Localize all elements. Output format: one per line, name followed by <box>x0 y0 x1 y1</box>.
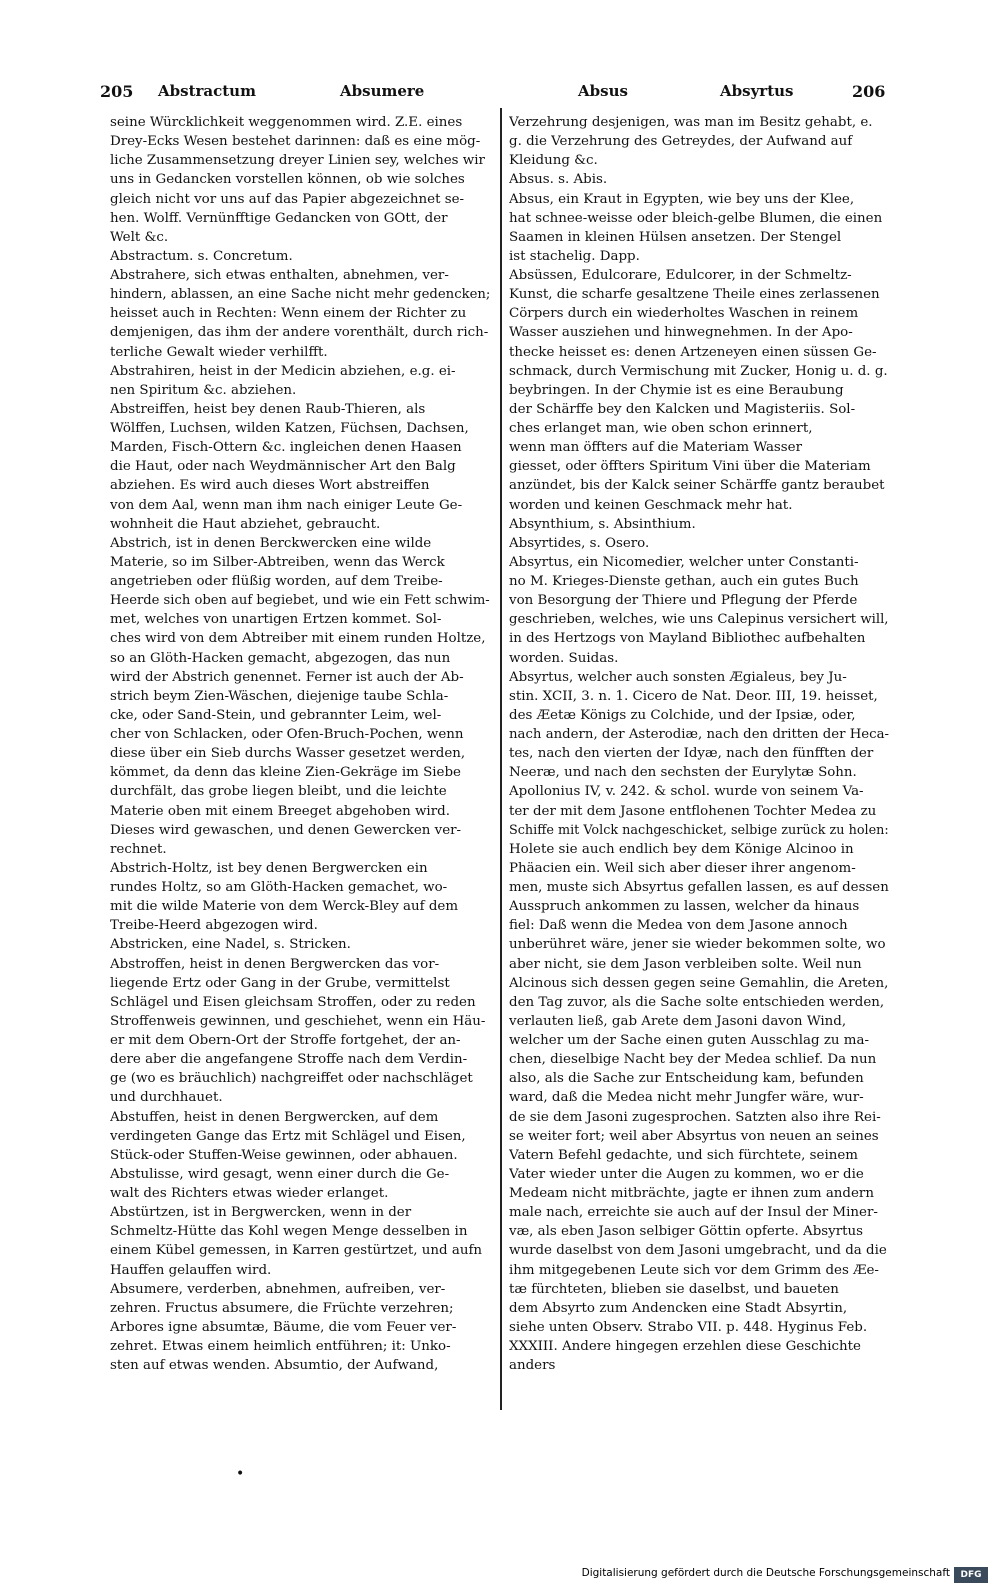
text-line: Vater wieder unter die Augen zu kommen, wo er die <box>509 1166 864 1182</box>
text-line: wird der Abstrich genennet. Ferner ist auch der Ab- <box>110 669 464 685</box>
text-line: væ, als eben Jason selbiger Göttin opferte. Absyrtus <box>509 1224 863 1240</box>
text-line: Abstreiffen, heist bey denen Raub-Thieren, als <box>110 401 426 417</box>
funding-note: Digitalisierung gefördert durch die Deutsche Forschungsgemeinschaft <box>581 1567 950 1579</box>
center-keyword-left: Absumere <box>340 82 425 100</box>
text-line: angetrieben oder flüßig worden, auf dem Treibe- <box>110 574 443 589</box>
text-line: Cörpers durch ein wiederholtes Waschen in reinem <box>509 306 859 322</box>
right-text-column <box>509 113 889 1375</box>
text-line: welcher um der Sache einen guten Ausschlag zu ma- <box>509 1033 869 1048</box>
text-line: Stroffenweis gewinnen, und geschiehet, wenn ein Häu- <box>110 1013 486 1029</box>
text-line: der Schärffe bey den Kalcken und Magisteriis. Sol- <box>509 401 856 417</box>
left-keyword: Abstractum <box>158 82 256 100</box>
text-line: ches wird von dem Abtreiber mit einem runden Holtze, <box>110 631 486 647</box>
text-line: beybringen. In der Chymie ist es eine Beraubung <box>509 382 844 398</box>
text-line: Marden, Fisch-Ottern &c. ingleichen denen Haasen <box>110 440 462 456</box>
text-line: seine Würcklichkeit weggenommen wird. Z.E. eines <box>110 115 463 130</box>
left-page-number: 205 <box>100 82 134 101</box>
text-line: Drey-Ecks Wesen bestehet darinnen: daß es eine mög- <box>110 134 481 150</box>
text-line: Abstricken, eine Nadel, s. Stricken. <box>110 937 351 953</box>
text-line: uns in Gedancken vorstellen können, ob wie solches <box>110 172 465 188</box>
text-line: worden. Suidas. <box>509 650 619 666</box>
text-line: Apollonius IV, v. 242. & schol. wurde von seinem Va- <box>509 784 864 800</box>
right-keyword: Absyrtus <box>720 82 794 100</box>
text-line: Abstulisse, wird gesagt, wenn einer durch die Ge- <box>110 1166 450 1182</box>
text-line: men, muste sich Absyrtus gefallen lassen, es auf dessen <box>509 880 889 895</box>
text-line: Hauffen gelauffen wird. <box>110 1262 272 1278</box>
text-line: Materie oben mit einem Breeget abgehoben wird. <box>110 803 450 819</box>
text-line: de sie dem Jasoni zugesprochen. Satzten also ihre Rei- <box>509 1109 881 1125</box>
text-line: Vatern Befehl gedachte, und sich fürchtete, seinem <box>509 1147 858 1163</box>
text-line: anzündet, bis der Kalck seiner Schärffe gantz beraubet <box>509 478 885 494</box>
text-line: ches erlanget man, wie oben schon erinnert, <box>509 421 813 436</box>
text-line: Welt &c. <box>110 229 169 245</box>
text-line: cke, oder Sand-Stein, und gebrannter Leim, wel- <box>110 707 442 723</box>
text-line: met, welches von unartigen Ertzen kommet. Sol- <box>110 612 442 628</box>
text-line: rechnet. <box>110 841 167 857</box>
running-header <box>100 82 900 104</box>
text-line: demjenigen, das ihm der andere vorenthält, durch rich- <box>110 325 489 341</box>
text-line: liegende Ertz oder Gang in der Grube, vermittelst <box>110 975 450 991</box>
text-line: Abstrahere, sich etwas enthalten, abnehmen, ver- <box>110 268 449 283</box>
text-line: Phäacien ein. Weil sich aber dieser ihrer angenom- <box>509 860 856 876</box>
text-line: abziehen. Es wird auch dieses Wort abstreiffen <box>110 478 430 494</box>
text-line: hat schnee-weisse oder bleich-gelbe Blumen, die einen <box>509 210 883 226</box>
text-line: Absyrtus, welcher auch sonsten Ægialeus, bey Ju- <box>509 669 847 685</box>
text-line: Absumere, verderben, abnehmen, aufreiben, ver- <box>110 1281 446 1297</box>
text-line: von Besorgung der Thiere und Pflegung der Pferde <box>509 593 858 609</box>
text-line: also, als die Sache zur Entscheidung kam, befunden <box>509 1071 864 1087</box>
text-line: Wasser ausziehen und hinwegnehmen. In der Apo- <box>509 325 853 341</box>
text-line: Arbores igne absumtæ, Bäume, die vom Feuer ver- <box>110 1319 457 1335</box>
text-line: wohnheit die Haut abziehet, gebraucht. <box>110 516 381 532</box>
text-line: worden und keinen Geschmack mehr hat. <box>509 497 793 513</box>
column-divider <box>500 108 502 1410</box>
text-line: von dem Aal, wenn man ihm nach einiger Leute Ge- <box>110 497 463 513</box>
text-line: liche Zusammensetzung dreyer Linien sey, welches wir <box>110 153 485 169</box>
text-line: unberühret wäre, jener sie wieder bekommen solte, wo <box>509 937 886 953</box>
text-line: ihm mitgegebenen Leute sich vor dem Grimm des Æe- <box>509 1262 879 1278</box>
text-line: thecke heisset es: denen Artzeneyen einen süssen Ge- <box>509 344 877 360</box>
text-line: und durchhauet. <box>110 1090 223 1106</box>
text-line: Medeam nicht mitbrächte, jagte er ihnen zum andern <box>509 1186 874 1201</box>
text-line: Abstroffen, heist in denen Bergwercken das vor- <box>110 956 440 972</box>
text-line: kömmet, da denn das kleine Zien-Gekräge im Siebe <box>110 765 461 781</box>
text-line: tes, nach den vierten der Idyæ, nach den fünfften der <box>509 746 874 762</box>
text-line: nen Spiritum &c. abziehen. <box>110 382 297 398</box>
text-line: des Æetæ Königs zu Colchide, und der Ipsiæ, oder, <box>509 707 856 723</box>
text-line: Absyrtides, s. Osero. <box>509 535 650 551</box>
text-line: tæ fürchteten, blieben sie daselbst, und baueten <box>509 1281 839 1297</box>
text-line: strich beym Zien-Wäschen, diejenige taube Schla- <box>110 688 449 704</box>
text-line: Abstrich-Holtz, ist bey denen Bergwercken ein <box>110 860 428 876</box>
text-line: dere aber die angefangene Stroffe nach dem Verdin- <box>110 1052 468 1068</box>
text-line: er mit dem Obern-Ort der Stroffe fortgehet, der an- <box>110 1033 461 1048</box>
text-line: Schiffe mit Volck nachgeschicket, selbige zurück zu holen: <box>509 822 889 838</box>
text-line: geschrieben, welches, wie uns Calepinus versichert will, <box>509 612 889 628</box>
text-line: chen, dieselbige Nacht bey der Medea schlief. Da nun <box>509 1052 877 1068</box>
text-line: Abstractum. s. Concretum. <box>110 248 293 264</box>
text-line: heisset auch in Rechten: Wenn einem der Richter zu <box>110 306 467 322</box>
text-line: ge (wo es bräuchlich) nachgreiffet oder nachschläget <box>110 1071 473 1087</box>
text-line: in des Hertzogs von Mayland Bibliothec aufbehalten <box>509 631 866 647</box>
text-line: so an Glöth-Hacken gemacht, abgezogen, das nun <box>110 650 451 666</box>
text-line: walt des Richters etwas wieder erlanget. <box>110 1186 389 1201</box>
text-line: terliche Gewalt wieder verhilfft. <box>110 344 328 360</box>
text-line: dem Absyrto zum Andencken eine Stadt Absyrtin, <box>509 1300 848 1316</box>
text-line: Verzehrung desjenigen, was man im Besitz gehabt, e. <box>509 115 873 130</box>
text-line: anders <box>509 1358 556 1374</box>
text-line: Abstrahiren, heist in der Medicin abziehen, e.g. ei- <box>110 363 456 379</box>
text-line: Alcinous sich dessen gegen seine Gemahlin, die Areten, <box>509 975 889 991</box>
text-line: aber nicht, sie dem Jason verbleiben solte. Weil nun <box>509 956 862 972</box>
text-line: Materie, so im Silber-Abtreiben, wenn das Werck <box>110 554 445 570</box>
text-line: Holete sie auch endlich bey dem Könige Alcinoo in <box>509 841 854 857</box>
text-line: XXXIII. Andere hingegen erzehlen diese Geschichte <box>509 1339 861 1354</box>
text-line: Stück-oder Stuffen-Weise gewinnen, oder abhauen. <box>110 1147 458 1163</box>
text-line: ter der mit dem Jasone entflohenen Tochter Medea zu <box>509 803 877 819</box>
text-line: ward, daß die Medea nicht mehr Jungfer wäre, wur- <box>509 1090 864 1106</box>
text-line: schmack, durch Vermischung mit Zucker, Honig u. d. g. <box>509 363 888 379</box>
text-line: die Haut, oder nach Weydmännischer Art den Balg <box>110 459 456 475</box>
text-line: Saamen in kleinen Hülsen ansetzen. Der Stengel <box>509 229 842 245</box>
text-line: Kleidung &c. <box>509 153 598 169</box>
text-line: Absynthium, s. Absinthium. <box>509 516 696 532</box>
text-line: durchfält, das grobe liegen bleibt, und die leichte <box>110 784 447 800</box>
footer <box>581 1567 988 1583</box>
text-line: wurde daselbst von dem Jasoni umgebracht, und da die <box>509 1243 887 1259</box>
text-line: den Tag zuvor, als die Sache solte entschieden werden, <box>509 994 885 1010</box>
text-line: ist stachelig. Dapp. <box>509 248 640 264</box>
dfg-logo: DFG <box>954 1567 988 1583</box>
text-line: verdingeten Gange das Ertz mit Schlägel und Eisen, <box>110 1128 466 1144</box>
text-line: Abstürtzen, ist in Bergwercken, wenn in der <box>110 1205 412 1221</box>
text-line: gleich nicht vor uns auf das Papier abgezeichnet se- <box>110 191 465 207</box>
text-line: male nach, erreichte sie auch auf der Insul der Miner- <box>509 1205 878 1221</box>
text-line: Absus. s. Abis. <box>509 172 608 188</box>
text-line: Absus, ein Kraut in Egypten, wie bey uns der Klee, <box>509 191 855 207</box>
text-line: giesset, oder öffters Spiritum Vini über die Materiam <box>509 459 871 475</box>
text-line: einem Kübel gemessen, in Karren gestürtzet, und aufn <box>110 1243 483 1259</box>
text-line: Abstrich, ist in denen Berckwercken eine wilde <box>110 535 432 551</box>
text-line: sten auf etwas wenden. Absumtio, der Aufwand, <box>110 1358 439 1374</box>
text-line: zehret. Etwas einem heimlich entführen; it: Unko- <box>110 1339 451 1354</box>
text-line: Absyrtus, ein Nicomedier, welcher unter Constanti- <box>509 554 859 570</box>
text-line: Heerde sich oben auf begiebet, und wie ein Fett schwim- <box>110 593 490 609</box>
left-text-column <box>110 113 490 1375</box>
text-line: zehren. Fructus absumere, die Früchte verzehren; <box>110 1300 454 1316</box>
text-line: g. die Verzehrung des Getreydes, der Aufwand auf <box>509 134 853 150</box>
text-line: Ausspruch ankommen zu lassen, welcher da hinaus <box>509 899 860 915</box>
text-line: Abstuffen, heist in denen Bergwercken, auf dem <box>110 1109 439 1125</box>
text-line: Treibe-Heerd abgezogen wird. <box>110 918 318 934</box>
text-line: Neeræ, und nach den sechsten der Eurylytæ Sohn. <box>509 765 857 781</box>
right-page-number: 206 <box>852 82 886 101</box>
text-line: Dieses wird gewaschen, und denen Gewercken ver- <box>110 822 462 838</box>
text-line: hindern, ablassen, an eine Sache nicht mehr gedencken; <box>110 287 490 303</box>
text-line: verlauten ließ, gab Arete dem Jasoni davon Wind, <box>509 1013 847 1029</box>
text-line: nach andern, der Asterodiæ, nach den dritten der Heca- <box>509 727 889 742</box>
text-line: mit die wilde Materie von dem Werck-Bley auf dem <box>110 899 459 915</box>
text-line: cher von Schlacken, oder Ofen-Bruch-Pochen, wenn <box>110 727 464 742</box>
center-keyword-right: Absus <box>578 82 628 100</box>
text-line: no M. Krieges-Dienste gethan, auch ein gutes Buch <box>509 574 859 589</box>
text-line: Absüssen, Edulcorare, Edulcorer, in der Schmeltz- <box>509 268 852 283</box>
text-line: fiel: Daß wenn die Medea von dem Jasone annoch <box>509 918 848 934</box>
text-line: Schlägel und Eisen gleichsam Stroffen, oder zu reden <box>110 994 476 1010</box>
text-line: siehe unten Observ. Strabo VII. p. 448. Hyginus Feb. <box>509 1319 868 1335</box>
text-line: se weiter fort; weil aber Absyrtus von neuen an seines <box>509 1128 879 1144</box>
text-line: rundes Holtz, so am Glöth-Hacken gemachet, wo- <box>110 880 448 895</box>
page-mark: • <box>236 1466 245 1482</box>
text-line: wenn man öffters auf die Materiam Wasser <box>509 440 802 456</box>
text-line: diese über ein Sieb durchs Wasser gesetzet werden, <box>110 746 466 762</box>
text-line: stin. XCII, 3. n. 1. Cicero de Nat. Deor. III, 19. heisset, <box>509 688 878 704</box>
text-line: hen. Wolff. Vernünfftige Gedancken von GOtt, der <box>110 210 448 226</box>
text-line: Wölffen, Luchsen, wilden Katzen, Füchsen, Dachsen, <box>110 421 469 436</box>
text-line: Schmeltz-Hütte das Kohl wegen Menge desselben in <box>110 1224 468 1240</box>
text-line: Kunst, die scharfe gesaltzene Theile eines zerlassenen <box>509 287 880 303</box>
